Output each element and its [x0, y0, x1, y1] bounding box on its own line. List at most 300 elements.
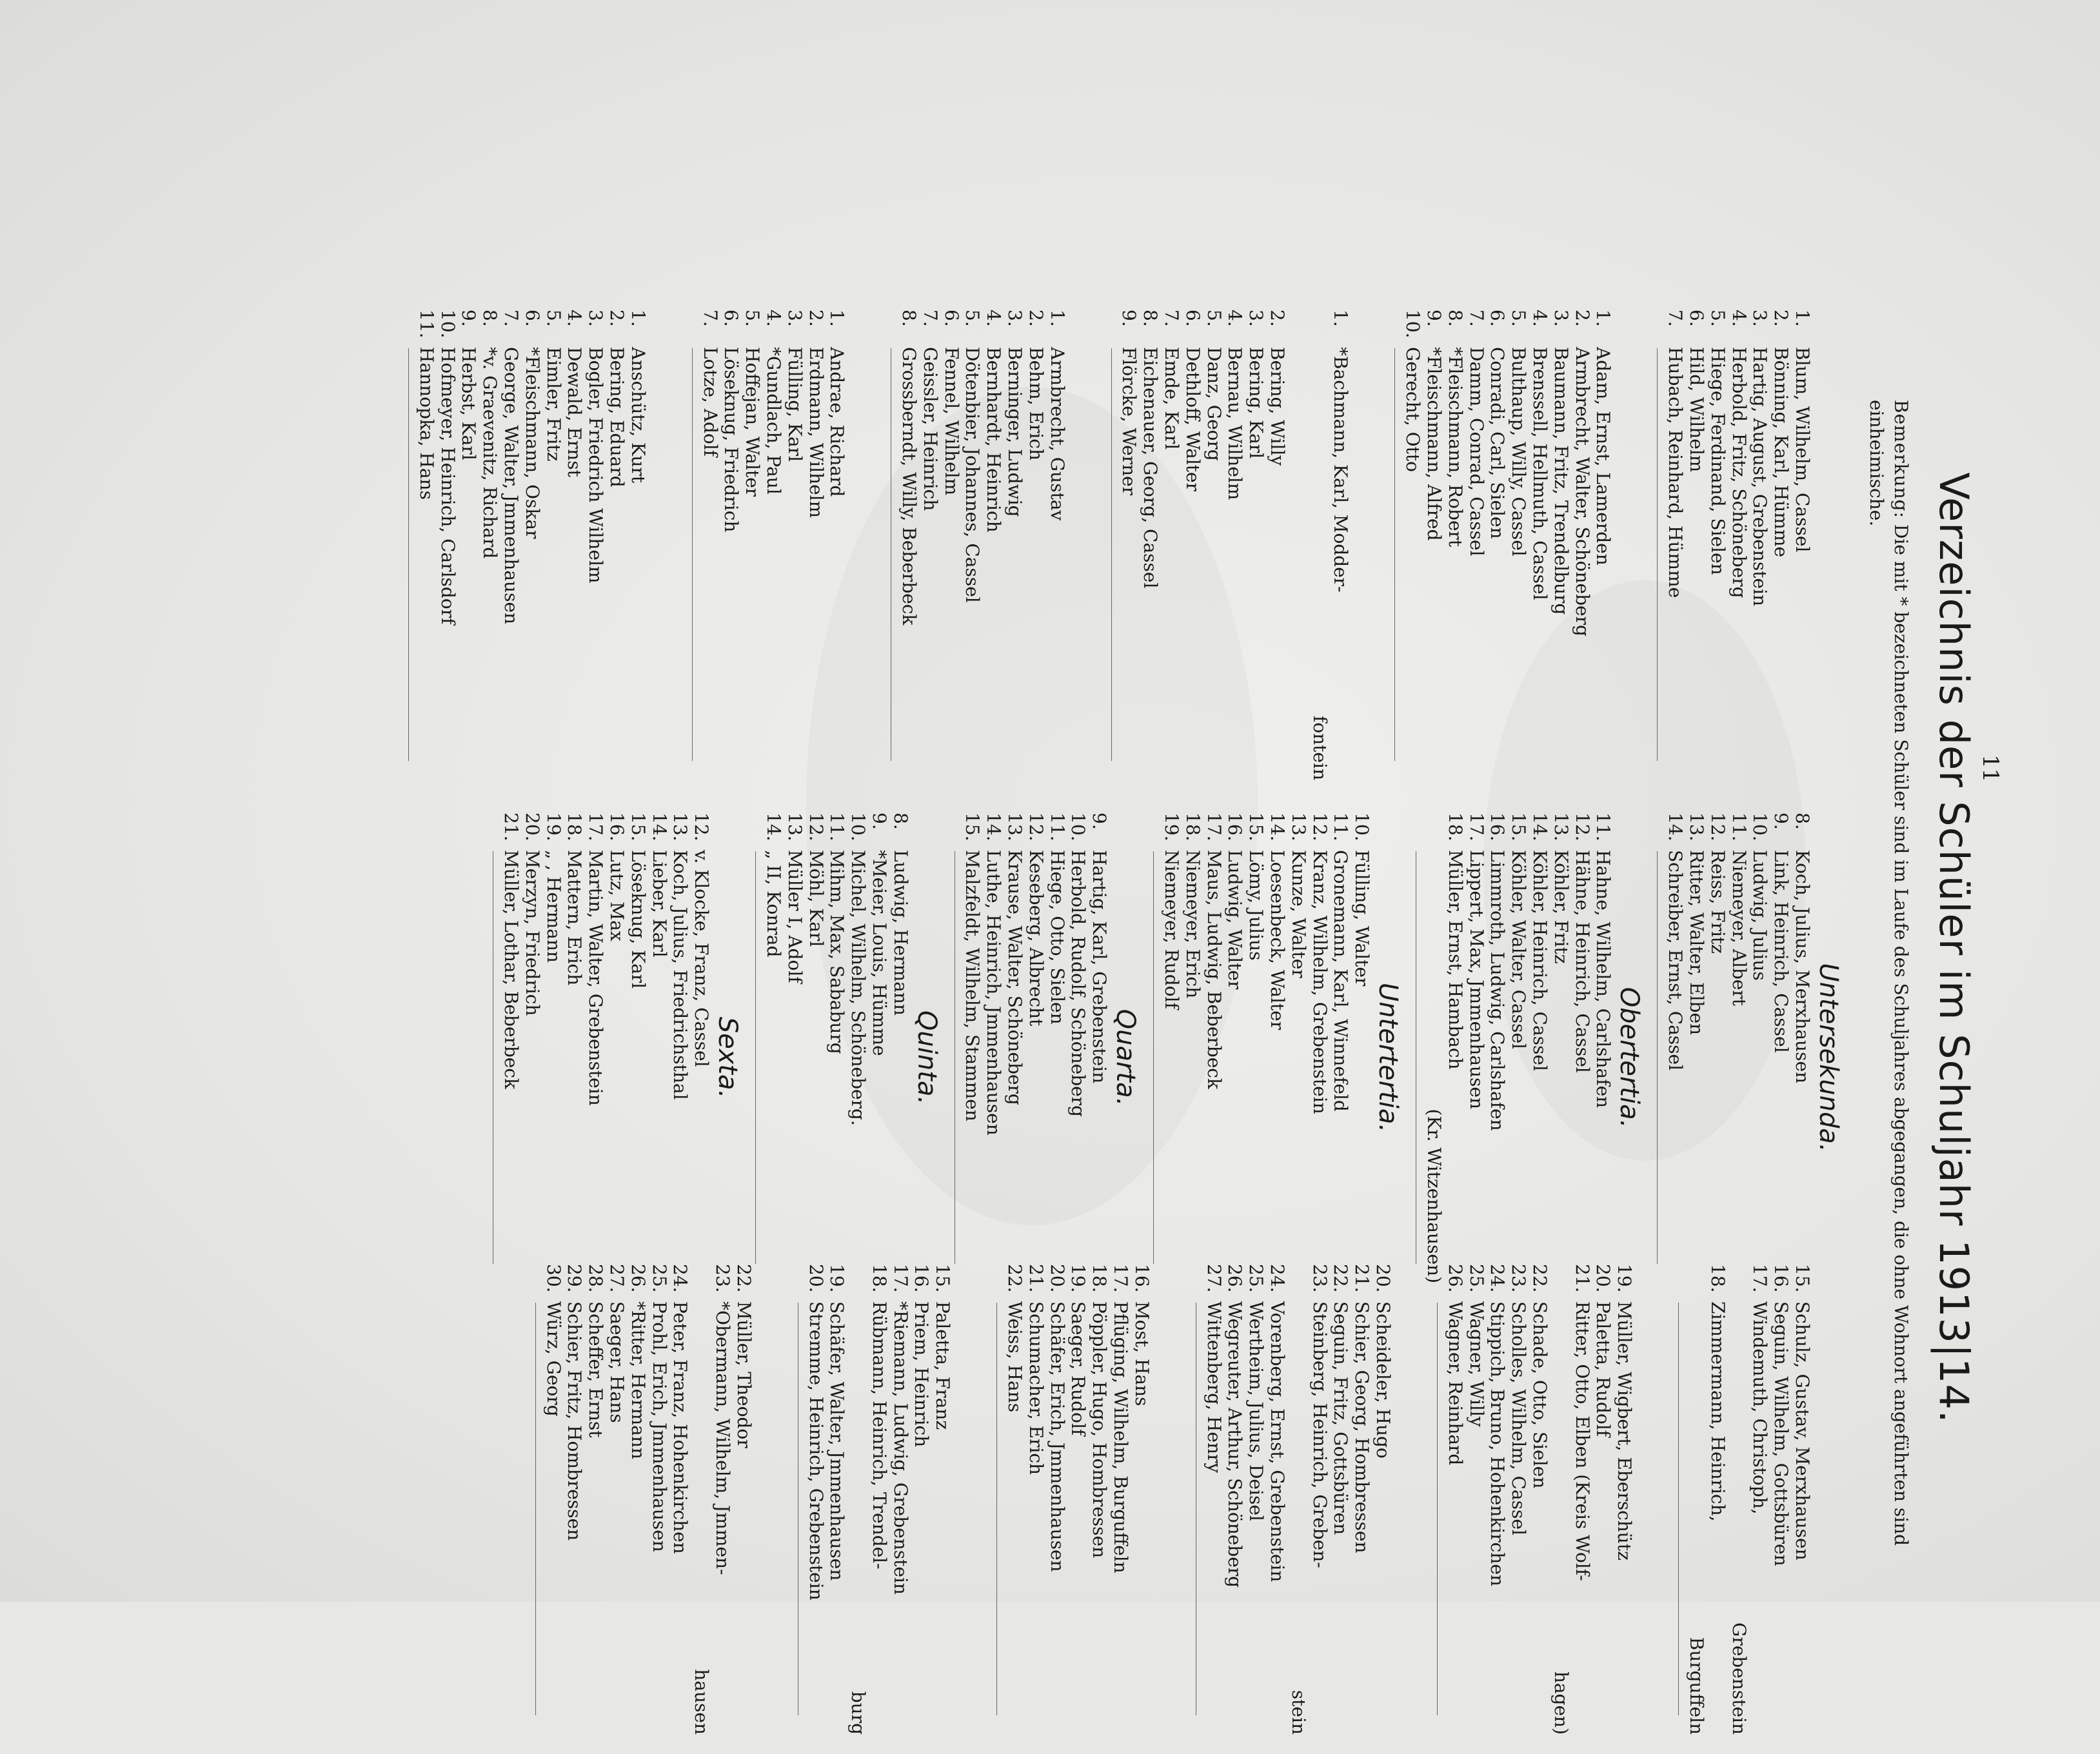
student-number: 19. — [542, 813, 564, 842]
student-name: Damm, Conrad, Cassel — [1465, 347, 1487, 557]
student-name: „ , Hermann — [542, 850, 564, 963]
student-number: 3. — [585, 310, 607, 327]
student-entry — [1025, 1264, 1046, 1754]
student-entry — [1685, 310, 1707, 800]
student-entry — [1571, 1264, 1592, 1754]
student-name: Schäfer, Walter, Jmmenhausen — [826, 1301, 848, 1581]
student-name: *Meier, Louis, Hümme — [868, 850, 890, 1056]
student-number: 26. — [1224, 1264, 1246, 1293]
student-number: 14. — [648, 813, 670, 842]
student-entry — [1118, 310, 1140, 800]
section-divider — [1670, 1303, 1679, 1715]
student-number: 12. — [1025, 813, 1047, 842]
student-name: Ritter, Walter, Elben — [1686, 850, 1708, 1036]
student-entry — [1707, 310, 1728, 800]
student-number: 22. — [1330, 1264, 1352, 1293]
student-name — [1287, 347, 1309, 800]
student-number: 13. — [784, 813, 806, 842]
student-name: Niemeyer, Erich — [1182, 850, 1204, 999]
student-entry — [889, 813, 911, 1303]
student-entry — [699, 310, 720, 800]
student-name: Merzyn, Friedrich — [521, 850, 543, 1016]
section-divider — [989, 1303, 997, 1715]
student-entry — [1025, 310, 1046, 800]
student-name: Fülling, Karl — [784, 347, 806, 462]
section-heading — [1634, 1264, 1667, 1754]
section-heading-spacer — [1812, 1264, 1845, 1754]
student-number: 7. — [1665, 310, 1687, 327]
student-entry — [648, 813, 669, 1303]
student-name: Behm, Erich — [1025, 347, 1047, 461]
student-entry — [1592, 310, 1614, 800]
student-number: 2. — [1770, 310, 1792, 327]
student-name-continuation: (Kr. Witzenhausen) — [1423, 1109, 1445, 1283]
section-heading: Quarta. — [1111, 1009, 1141, 1107]
student-entry — [1046, 1264, 1067, 1754]
student-number: 3. — [1245, 310, 1267, 327]
student-entry — [1245, 310, 1266, 800]
student-name: Hannopka, Hans — [415, 347, 437, 500]
student-entry — [868, 813, 889, 1303]
student-entry — [648, 1264, 669, 1754]
student-entry — [1444, 1264, 1465, 1754]
student-name: Müller, Lothar, Beberbeck — [500, 850, 522, 1089]
student-entry — [1465, 1264, 1487, 1754]
remark-text: Die mit * bezeichneten Schüler sind im Laufe des Schuljahres abgegangen, die ohne Wohnort angeführten sind einheimische. — [1866, 400, 1912, 1546]
student-name: Scheideler, Hugo — [1372, 1301, 1394, 1459]
student-name: Steinberg, Heinrich, Greben- — [1309, 1301, 1331, 1568]
section-divider — [1387, 348, 1395, 761]
student-name: *Bachmann, Karl, Modder- — [1330, 347, 1352, 593]
student-entry — [1309, 813, 1330, 1303]
student-entry — [1004, 1264, 1025, 1754]
student-name: Fennel, Wilhelm — [940, 347, 962, 496]
student-number: 29. — [564, 1264, 586, 1293]
student-number: 11. — [1592, 813, 1614, 842]
student-name: Dötenbier, Johannes, Cassel — [962, 347, 984, 603]
student-entry — [741, 310, 762, 800]
student-name: Schier, Fritz, Hombressen — [564, 1301, 586, 1541]
student-entry — [1770, 310, 1791, 800]
student-name: Koch, Julius, Friedrichsthal — [669, 850, 691, 1100]
student-number: 15. — [1792, 1264, 1813, 1293]
page-number: 11 — [1977, 754, 2003, 783]
student-entry — [1465, 813, 1487, 1303]
student-number: 12. — [1707, 813, 1729, 842]
student-entry — [1088, 813, 1109, 1303]
student-entry — [711, 1264, 733, 1754]
section-divider — [1649, 348, 1658, 761]
student-entry — [627, 813, 648, 1303]
student-entry — [1139, 310, 1160, 800]
student-entry — [1224, 310, 1245, 800]
student-name: Paletta, Franz — [932, 1301, 954, 1430]
student-name: Baumann, Fritz, Trendelburg — [1550, 347, 1572, 615]
student-name: Wertheim, Julius, Deisel — [1245, 1301, 1267, 1521]
student-name: *Fleischmann, Alfred — [1423, 347, 1445, 541]
student-entry — [868, 1264, 889, 1754]
student-entry — [584, 1264, 606, 1754]
student-entry — [1613, 1264, 1634, 1754]
student-entry — [784, 813, 805, 1303]
student-number: 11. — [1330, 813, 1352, 842]
student-entry — [1664, 813, 1685, 1303]
student-entry — [1571, 813, 1592, 1303]
student-name: Hild, Wilhelm — [1686, 347, 1708, 473]
student-entry — [521, 813, 542, 1303]
student-entry — [1287, 813, 1309, 1303]
student-number: 18. — [868, 1264, 890, 1293]
student-number: 17. — [1203, 813, 1225, 842]
student-number: 26. — [1444, 1264, 1466, 1293]
student-number: 8. — [1792, 813, 1813, 830]
student-entry — [784, 310, 805, 800]
student-name: Ludwig, Julius — [1749, 850, 1771, 981]
student-number: 16. — [1770, 1264, 1792, 1293]
student-entry — [1685, 813, 1707, 1303]
section-divider — [485, 851, 493, 1264]
student-number: 9. — [1423, 310, 1445, 327]
student-number: 13. — [1287, 813, 1309, 842]
student-number: 14. — [1529, 813, 1551, 842]
student-name: Pöppler, Hugo, Hombressen — [1089, 1301, 1111, 1559]
student-entry — [415, 310, 437, 800]
student-name: Hiege, Ferdinand, Sielen — [1707, 347, 1729, 575]
student-name: Löseknug, Karl — [627, 850, 649, 989]
student-number: 10. — [1749, 813, 1771, 842]
student-entry — [1203, 813, 1224, 1303]
student-number: 15. — [1245, 813, 1267, 842]
student-number: 7. — [919, 310, 941, 327]
student-name: Wagner, Reinhard — [1444, 1301, 1466, 1466]
student-entry — [1203, 1264, 1224, 1754]
student-number: 24. — [669, 1264, 691, 1293]
student-number: 24. — [1487, 1264, 1509, 1293]
student-number: 16. — [1487, 813, 1509, 842]
student-number: 18. — [1444, 813, 1466, 842]
student-number: 23. — [1508, 1264, 1530, 1293]
student-entry — [564, 813, 585, 1303]
student-name: Bernau, Wilhelm — [1224, 347, 1246, 500]
student-name: Bogler, Friedrich Wilhelm — [585, 347, 607, 584]
student-entry — [805, 310, 826, 800]
student-number: 11. — [826, 813, 848, 842]
student-entry — [1529, 310, 1550, 800]
student-entry — [606, 813, 627, 1303]
column-left — [401, 310, 1848, 800]
student-entry — [584, 813, 606, 1303]
student-number: 10. — [1402, 310, 1424, 339]
section-heading — [953, 1264, 985, 1754]
section-divider — [1649, 851, 1658, 1264]
student-entry — [1004, 813, 1025, 1303]
student-name: *Obermann, Wilhelm, Jmmen- — [711, 1301, 733, 1575]
page-title: Verzeichnis der Schüler im Schuljahr 1913|14. — [1930, 472, 1977, 1424]
student-entry — [1088, 1264, 1109, 1754]
student-number: 10. — [847, 813, 869, 842]
student-number: 1. — [826, 310, 848, 327]
student-number: 13. — [1550, 813, 1572, 842]
section-heading: Untersekunda. — [1814, 963, 1843, 1152]
student-number: 2. — [1025, 310, 1047, 327]
student-number: 23. — [1309, 1264, 1331, 1293]
student-number: 13. — [1004, 813, 1026, 842]
student-name: Malzfeldt, Wilhelm, Stammen — [962, 850, 984, 1121]
student-number: 22. — [1529, 1264, 1551, 1293]
student-number: 25. — [648, 1264, 670, 1293]
student-number: 12. — [1309, 813, 1331, 842]
student-entry — [1067, 1264, 1089, 1754]
student-name: Schier, Georg, Hombressen — [1351, 1301, 1373, 1553]
student-name: Bernhardt, Heinrich — [983, 347, 1005, 533]
student-entry — [564, 310, 585, 800]
student-name: Schreiber, Ernst, Cassel — [1665, 850, 1687, 1071]
student-number: 15. — [627, 813, 649, 842]
student-number — [1287, 310, 1309, 347]
student-number: 5. — [1203, 310, 1225, 327]
section-divider — [1188, 1303, 1196, 1715]
student-entry — [1728, 310, 1749, 800]
student-number: 1. — [1046, 310, 1068, 327]
student-name: v. Klocke, Franz, Cassel — [691, 850, 713, 1067]
student-number: 20. — [1372, 1264, 1394, 1293]
student-name: Bulthaup, Willy, Cassel — [1508, 347, 1530, 557]
student-entry — [606, 1264, 627, 1754]
student-name: Schulz, Gustav, Merxhausen — [1792, 1301, 1813, 1561]
student-name-continuation: hausen — [691, 1669, 713, 1735]
student-number: 21. — [500, 813, 522, 842]
student-number: 4. — [1529, 310, 1551, 327]
student-entry — [762, 813, 784, 1303]
student-name: Hartig, Karl, Grebenstein — [1089, 850, 1111, 1084]
student-entry — [1266, 1264, 1287, 1754]
student-number: 25. — [1245, 1264, 1267, 1293]
student-number: 1. — [627, 310, 649, 327]
section-heading: Untertertia. — [1373, 982, 1403, 1133]
student-entry — [1245, 813, 1266, 1303]
student-name: Wegreuter, Arthur, Schöneberg — [1224, 1301, 1246, 1588]
student-name: Scholles, Wilhelm, Cassel — [1508, 1301, 1530, 1535]
student-entry — [564, 1264, 585, 1754]
student-number: 17. — [1465, 813, 1487, 842]
student-entry — [500, 310, 521, 800]
student-name: Stremme, Heinrich, Grebenstein — [805, 1301, 827, 1601]
student-number: 27. — [606, 1264, 628, 1293]
student-name: Koch, Julius, Merxhausen — [1792, 850, 1813, 1084]
student-entry — [826, 1264, 847, 1754]
student-number: 6. — [940, 310, 962, 327]
student-name: Eimler, Fritz — [542, 347, 564, 462]
student-entry — [1423, 310, 1444, 800]
student-name: Armbrecht, Walter, Schöneberg — [1571, 347, 1593, 636]
student-entry — [983, 310, 1004, 800]
student-number: 18. — [1182, 813, 1204, 842]
student-entry — [500, 813, 521, 1303]
student-number: 4. — [1224, 310, 1246, 327]
student-name: Adam, Ernst, Lamerden — [1592, 347, 1614, 566]
section-divider — [1104, 348, 1112, 761]
student-number: 1. — [1792, 310, 1813, 327]
section-divider — [684, 348, 693, 761]
student-name: *Fleischmann, Robert — [1444, 347, 1466, 547]
student-entry — [847, 813, 868, 1303]
student-number: 9. — [1770, 813, 1792, 830]
student-name: Bönning, Karl, Hümme — [1770, 347, 1792, 558]
student-entry — [606, 310, 627, 800]
student-number: 4. — [564, 310, 586, 327]
student-number: 5. — [1707, 310, 1729, 327]
student-name: Most, Hans — [1131, 1301, 1153, 1406]
student-number: 2. — [1571, 310, 1593, 327]
student-number: 16. — [1224, 813, 1246, 842]
student-entry — [720, 310, 742, 800]
student-entry — [1046, 813, 1067, 1303]
student-entry — [1131, 1264, 1152, 1754]
student-number: 18. — [1089, 1264, 1111, 1293]
student-name: Würz, Georg — [542, 1301, 564, 1417]
student-entry — [1203, 310, 1224, 800]
student-number: 10. — [1351, 813, 1373, 842]
student-number: 11. — [415, 310, 437, 339]
student-number: 4. — [762, 310, 784, 327]
student-name: Müller, Theodor — [733, 1301, 755, 1448]
student-entry — [627, 1264, 648, 1754]
student-name: Müller, Wigbert, Eberschütz — [1614, 1301, 1636, 1561]
student-name: *Riemann, Ludwig, Grebenstein — [889, 1301, 911, 1595]
student-name: Zimmermann, Heinrich, — [1707, 1301, 1729, 1522]
student-entry — [733, 1264, 754, 1754]
student-number: 7. — [699, 310, 721, 327]
student-name: Rübmann, Heinrich, Trendel- — [868, 1301, 890, 1570]
student-number: 7. — [1465, 310, 1487, 327]
student-name: George, Walter, Jmmenhausen — [500, 347, 522, 625]
student-entry — [584, 310, 606, 800]
student-entry — [1287, 310, 1309, 800]
student-entry — [627, 310, 648, 800]
student-name: „ II, Konrad — [762, 850, 784, 958]
student-name: Weiss, Hans — [1004, 1301, 1026, 1413]
student-name: Kunze, Walter — [1287, 850, 1309, 978]
student-name: Herbold, Rudolf, Schöneberg — [1067, 850, 1089, 1118]
student-entry — [1487, 1264, 1508, 1754]
student-entry — [1770, 1264, 1791, 1754]
student-name: Maus, Ludwig, Beberbeck — [1203, 850, 1225, 1089]
student-name: Eichenauer, Georg, Cassel — [1140, 347, 1162, 589]
student-name-continuation: Grebenstein — [1728, 1622, 1750, 1735]
student-name: Dewald, Ernst — [564, 347, 586, 477]
student-name: Schumacher, Erich — [1025, 1301, 1047, 1475]
student-name: Anschütz, Kurt — [627, 347, 649, 484]
student-entry — [437, 310, 458, 800]
student-number: 25. — [1465, 1264, 1487, 1293]
student-number: 27. — [1203, 1264, 1225, 1293]
student-number: 21. — [1025, 1264, 1047, 1293]
student-number: 28. — [585, 1264, 607, 1293]
student-name-continuation: Burguffeln — [1686, 1637, 1708, 1735]
student-name: *Ritter, Hermann — [627, 1301, 649, 1459]
student-name: Peter, Franz, Hohenkirchen — [669, 1301, 691, 1554]
student-name: Lutz, Max — [606, 850, 628, 941]
student-entry — [1571, 310, 1592, 800]
student-entry — [940, 310, 962, 800]
student-entry — [1330, 310, 1351, 800]
column-middle — [485, 813, 1848, 1303]
student-name: Wittenberg, Henry — [1203, 1301, 1225, 1473]
section-divider — [947, 851, 955, 1264]
student-number: 8. — [1140, 310, 1162, 327]
student-entry — [1791, 813, 1812, 1303]
student-entry — [458, 310, 479, 800]
student-number: 9. — [868, 813, 890, 830]
student-number: 8. — [479, 310, 501, 327]
section-heading — [648, 310, 680, 800]
student-name: Mattern, Erich — [564, 850, 586, 986]
student-number: 15. — [962, 813, 984, 842]
student-number: 4. — [1728, 310, 1750, 327]
student-entry — [1770, 813, 1791, 1303]
student-name: Hartig, August, Grebenstein — [1749, 347, 1771, 607]
student-entry — [1351, 1264, 1372, 1754]
student-name: Bering, Karl — [1245, 347, 1267, 459]
student-number: 11. — [1046, 813, 1068, 842]
student-entry — [962, 813, 983, 1303]
student-name: Müller I, Adolf — [784, 850, 806, 983]
student-name: Keseberg, Albrecht — [1025, 850, 1047, 1027]
student-name: Luthe, Heinrich, Jmmenhausen — [983, 850, 1005, 1136]
student-entry — [1444, 310, 1465, 800]
remark — [1864, 400, 1913, 1573]
student-entry — [1507, 813, 1529, 1303]
student-number: 6. — [1487, 310, 1509, 327]
student-number: 14. — [1665, 813, 1687, 842]
student-name: Armbrecht, Gustav — [1046, 347, 1068, 521]
student-name: Brenssell, Hellmuth, Cassel — [1529, 347, 1551, 600]
student-name: Kranz, Wilhelm, Grebenstein — [1309, 850, 1331, 1114]
student-name: Paletta, Rudolf — [1592, 1301, 1614, 1437]
student-entry — [805, 813, 826, 1303]
student-number: 3. — [1004, 310, 1026, 327]
student-number: 30. — [542, 1264, 564, 1293]
student-entry — [1224, 1264, 1245, 1754]
student-number: 1. — [1592, 310, 1614, 327]
student-name: Dethloff, Walter — [1182, 347, 1204, 492]
student-entry — [1550, 813, 1571, 1303]
student-name: Michel, Wilhelm, Schöneberg. — [847, 850, 869, 1126]
student-entry — [669, 1264, 691, 1754]
student-name: Lippert, Max, Jmmenhausen — [1465, 850, 1487, 1110]
section-divider — [401, 348, 409, 761]
student-number: 7. — [1161, 310, 1183, 327]
section-heading: Quinta. — [911, 1010, 942, 1105]
section-heading — [847, 310, 879, 800]
student-entry — [1728, 813, 1749, 1303]
student-number: 14. — [1267, 813, 1289, 842]
student-number: 12. — [805, 813, 827, 842]
student-number: 6. — [720, 310, 742, 327]
student-number: 21. — [1351, 1264, 1373, 1293]
student-name: Schade, Otto, Sielen — [1529, 1301, 1551, 1489]
student-name: Windemuth, Christoph, — [1749, 1301, 1771, 1515]
student-name: Blum, Wilhelm, Cassel — [1792, 347, 1813, 553]
student-number: 2. — [805, 310, 827, 327]
student-name: Hofmeyer, Heinrich, Carlsdorf — [437, 347, 459, 625]
student-name: Conradi, Carl, Sielen — [1487, 347, 1509, 539]
student-entry — [1160, 813, 1182, 1303]
student-entry — [669, 813, 691, 1303]
student-entry — [1004, 310, 1025, 800]
student-number: 10. — [437, 310, 459, 339]
student-number: 17. — [1749, 1264, 1771, 1293]
